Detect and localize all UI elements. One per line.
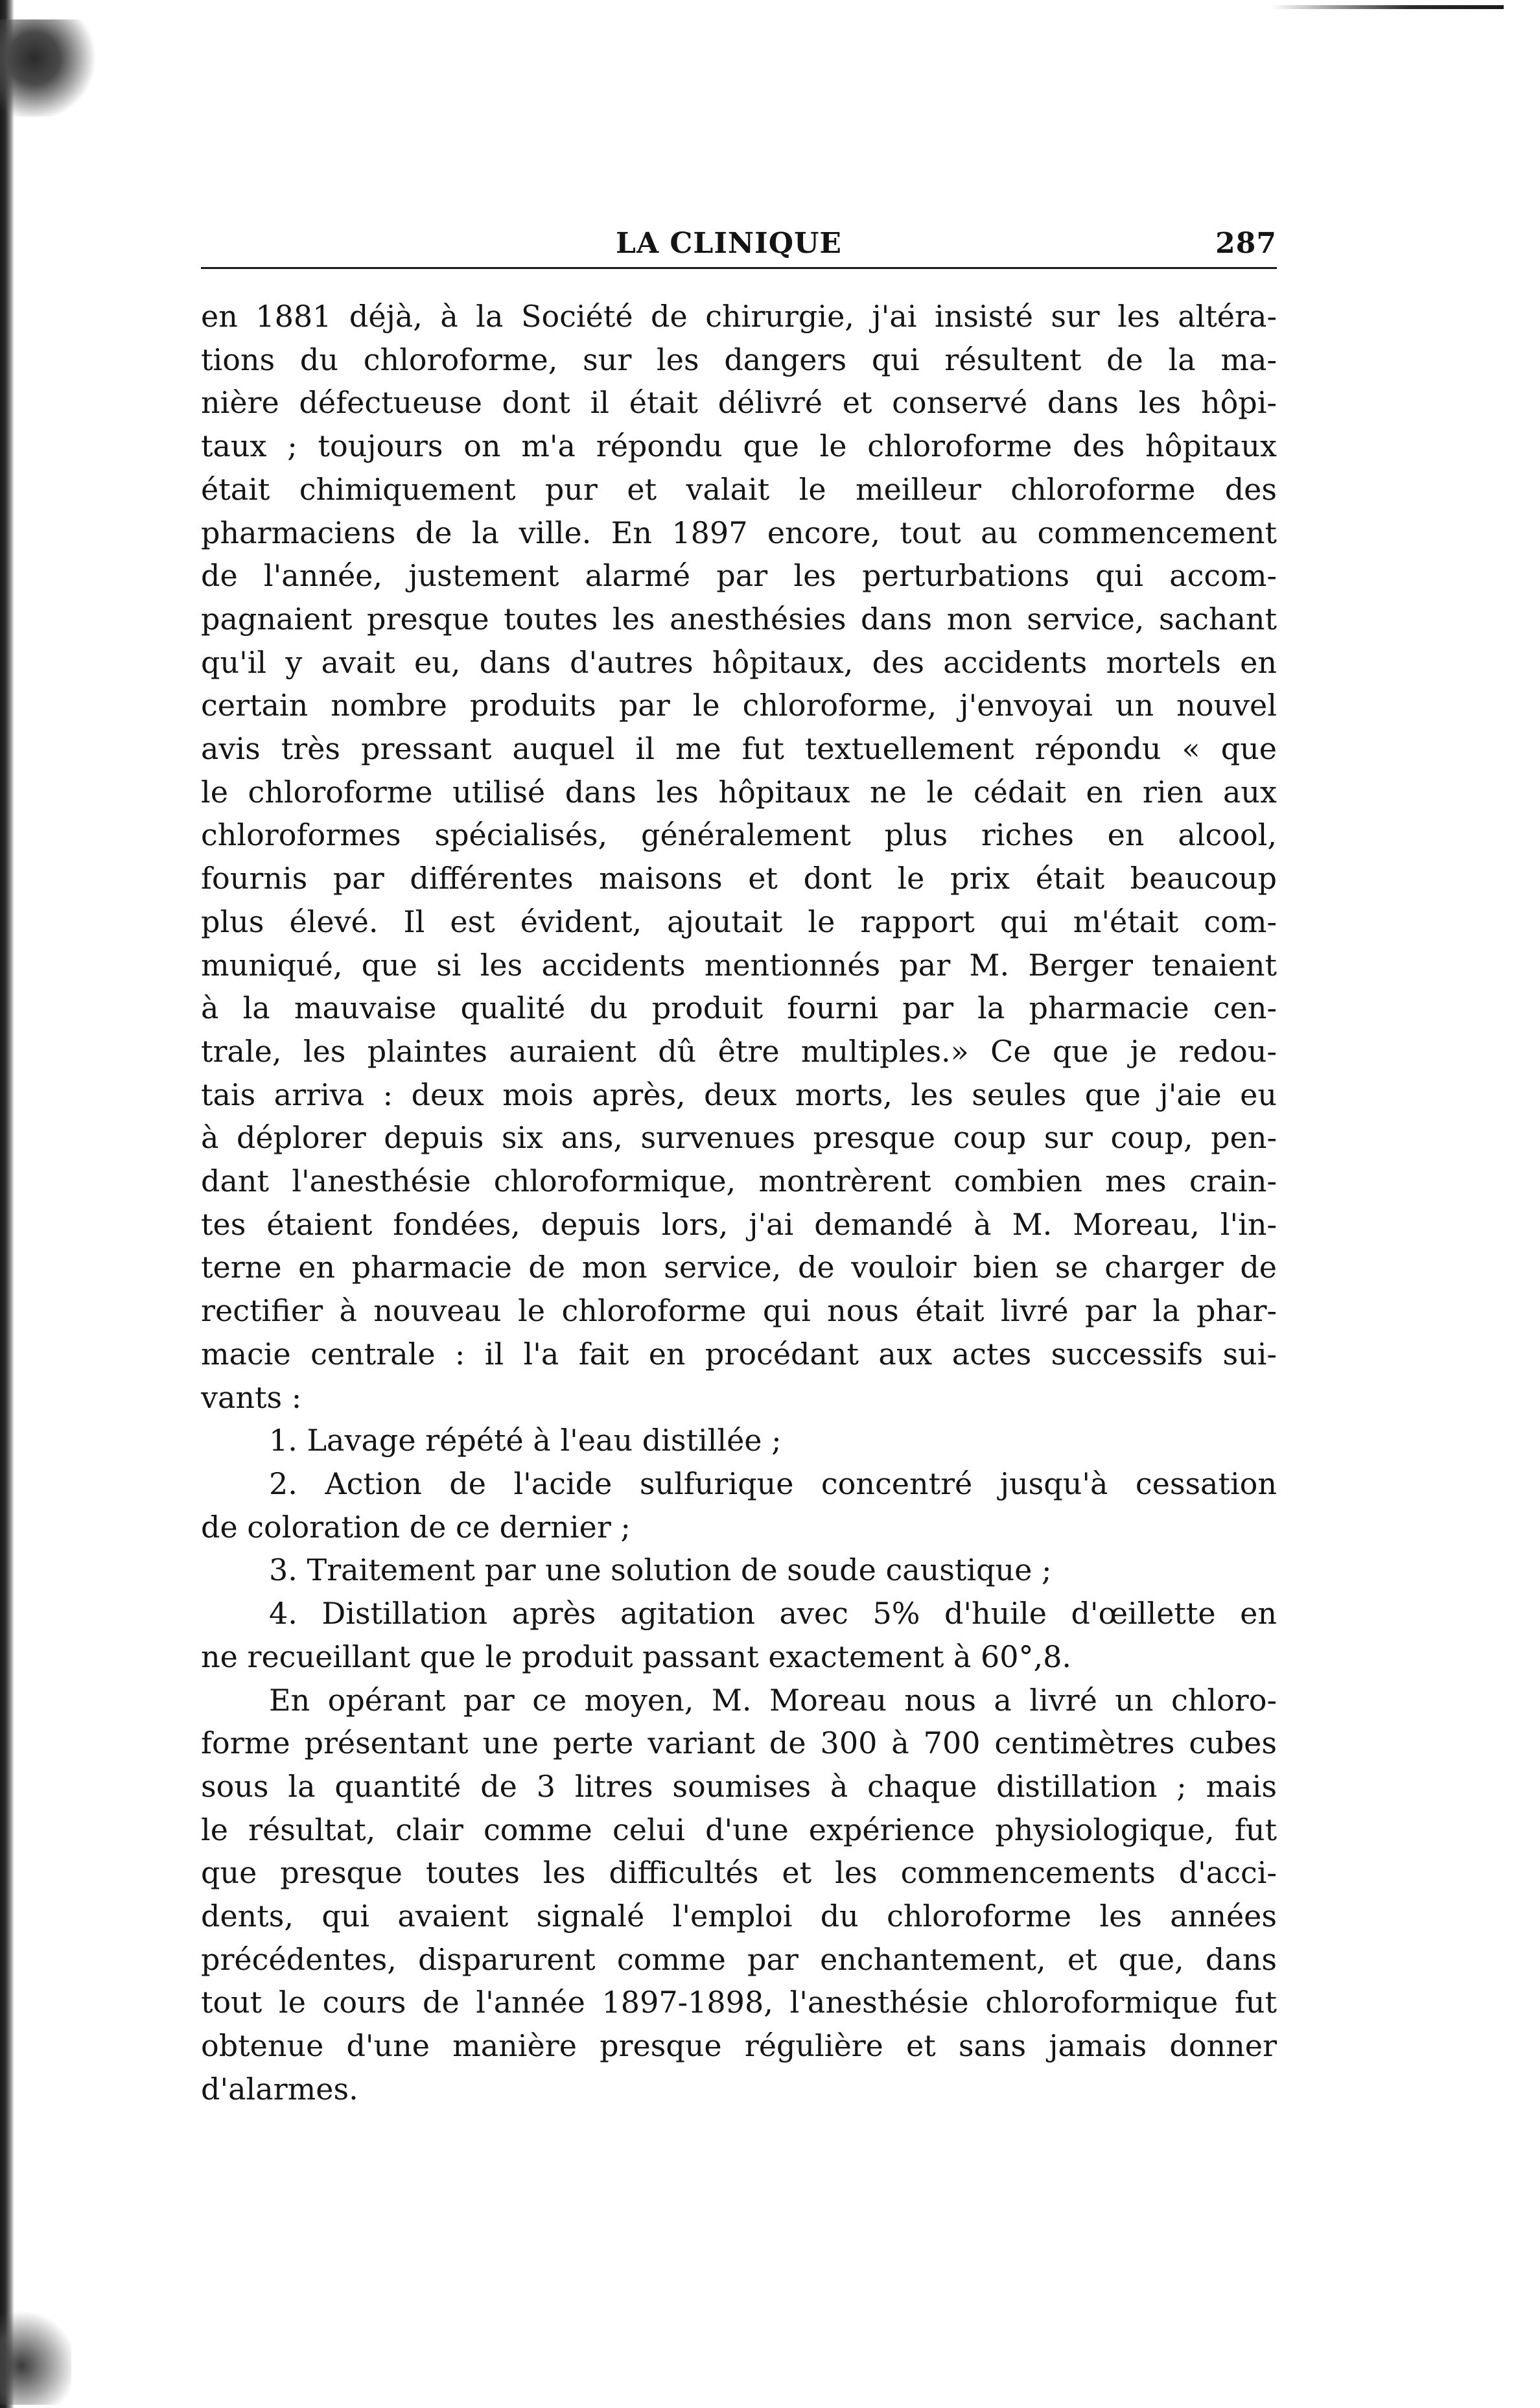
text-line: tout le cours de l'année 1897-1898, l'anesthésie chloroformique fut	[201, 1985, 1277, 2020]
paragraph-closing	[201, 1679, 1277, 2111]
text-line: taux ; toujours on m'a répondu que le chloroforme des hôpitaux	[201, 428, 1277, 464]
text-line: tais arriva : deux mois après, deux morts, les seules que j'aie eu	[201, 1077, 1277, 1112]
text-line: muniqué, que si les accidents mentionnés par M. Berger tenaient	[201, 947, 1277, 983]
list-line: 4. Distillation après agitation avec 5% d'huile d'œillette en	[269, 1596, 1277, 1631]
body-text	[201, 295, 1277, 2111]
text-line: chloroformes spécialisés, généralement plus riches en alcool,	[201, 817, 1277, 853]
text-line: que presque toutes les difficultés et les commencements d'acci-	[201, 1855, 1277, 1891]
text-line: dant l'anesthésie chloroformique, montrèrent combien mes crain-	[201, 1163, 1277, 1199]
scan-smudge-bottom	[0, 2308, 71, 2405]
text-line: sous la quantité de 3 litres soumises à chaque distillation ; mais	[201, 1768, 1277, 1804]
list-item-3	[201, 1549, 1277, 1592]
paragraph-main	[201, 295, 1277, 1419]
text-line: nière défectueuse dont il était délivré et conservé dans les hôpi-	[201, 385, 1277, 421]
text-line: plus élevé. Il est évident, ajoutait le rapport qui m'était com-	[201, 904, 1277, 939]
text-line: à déplorer depuis six ans, survenues presque coup sur coup, pen-	[201, 1120, 1277, 1156]
text-line: En opérant par ce moyen, M. Moreau nous a livré un chloro-	[269, 1682, 1277, 1718]
scan-smudge-top	[0, 19, 97, 117]
list-item-4	[201, 1592, 1277, 1678]
text-line: fournis par différentes maisons et dont le prix était beaucoup	[201, 861, 1277, 896]
text-line: terne en pharmacie de mon service, de vouloir bien se charger de	[201, 1250, 1277, 1285]
text-line: tes étaient fondées, depuis lors, j'ai demandé à M. Moreau, l'in-	[201, 1206, 1277, 1242]
text-line: d'alarmes.	[201, 2071, 358, 2107]
text-line: de l'année, justement alarmé par les perturbations qui accom-	[201, 558, 1277, 594]
header-rule	[201, 267, 1277, 269]
text-line: macie centrale : il l'a fait en procédant aux actes successifs sui-	[201, 1336, 1277, 1372]
text-line: certain nombre produits par le chloroforme, j'envoyai un nouvel	[201, 688, 1277, 723]
text-line: le résultat, clair comme celui d'une expérience physiologique, fut	[201, 1812, 1277, 1847]
list-line: 3. Traitement par une solution de soude caustique ;	[269, 1552, 1052, 1588]
text-line: qu'il y avait eu, dans d'autres hôpitaux, des accidents mortels en	[201, 644, 1277, 680]
running-head	[201, 220, 1277, 266]
running-head-title: LA CLINIQUE	[616, 227, 842, 260]
page	[201, 220, 1277, 2111]
text-line: pagnaient presque toutes les anesthésies dans mon service, sachant	[201, 601, 1277, 637]
text-line: forme présentant une perte variant de 300 à 700 centimètres cubes	[201, 1725, 1277, 1761]
text-line: vants :	[201, 1379, 302, 1415]
text-line: trale, les plaintes auraient dû être multiples.» Ce que je redou-	[201, 1033, 1277, 1069]
text-line: précédentes, disparurent comme par enchantement, et que, dans	[201, 1941, 1277, 1977]
text-line: le chloroforme utilisé dans les hôpitaux ne le cédait en rien aux	[201, 774, 1277, 810]
text-line: à la mauvaise qualité du produit fourni par la pharmacie cen-	[201, 990, 1277, 1026]
text-line: tions du chloroforme, sur les dangers qui résultent de la ma-	[201, 342, 1277, 377]
scan-top-artifact	[1270, 5, 1504, 9]
list-line: 2. Action de l'acide sulfurique concentré jusqu'à cessation	[269, 1466, 1277, 1501]
scan-left-edge	[0, 0, 14, 2408]
text-line: en 1881 déjà, à la Société de chirurgie, j'ai insisté sur les altéra-	[201, 299, 1277, 334]
text-line: obtenue d'une manière presque régulière et sans jamais donner	[201, 2028, 1277, 2064]
page-number: 287	[1215, 227, 1277, 260]
list-line: de coloration de ce dernier ;	[201, 1509, 631, 1545]
list-item-1	[201, 1419, 1277, 1462]
list-line: 1. Lavage répété à l'eau distillée ;	[269, 1423, 782, 1458]
text-line: dents, qui avaient signalé l'emploi du chloroforme les années	[201, 1899, 1277, 1934]
text-line: était chimiquement pur et valait le meilleur chloroforme des	[201, 471, 1277, 507]
text-line: rectifier à nouveau le chloroforme qui nous était livré par la phar-	[201, 1293, 1277, 1329]
list-line: ne recueillant que le produit passant exactement à 60°,8.	[201, 1639, 1072, 1674]
text-line: avis très pressant auquel il me fut textuellement répondu « que	[201, 731, 1277, 767]
text-line: pharmaciens de la ville. En 1897 encore, tout au commencement	[201, 515, 1277, 550]
list-item-2	[201, 1462, 1277, 1549]
